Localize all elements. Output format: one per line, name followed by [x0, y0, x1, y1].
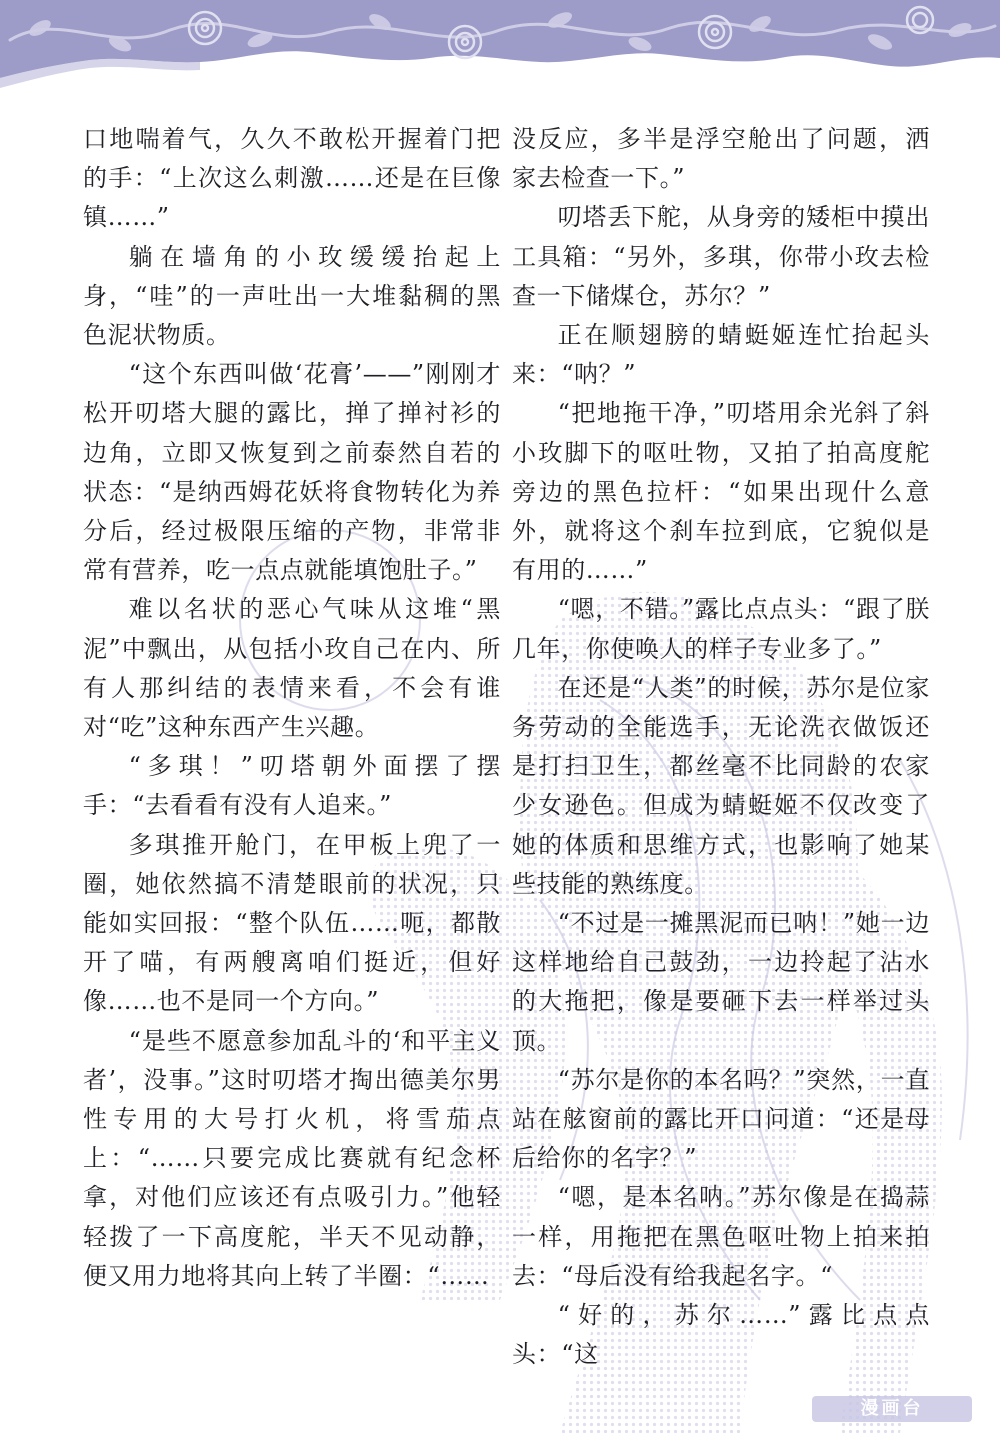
paragraph: 躺在墙角的小玫缓缓抬起上身，“哇”的一声吐出一大堆黏稠的黑色泥状物质。 — [83, 242, 501, 350]
paragraph: “不过是一摊黑泥而已呐！”她一边这样地给自己鼓劲，一边拎起了沾水的大拖把，像是要砸下去一样举过头顶。 — [512, 909, 930, 1055]
paragraph: 正在顺翅膀的蜻蜓姬连忙抬起头来：“呐？” — [512, 321, 930, 389]
watermark-logo — [812, 1396, 972, 1422]
paragraph: “嗯，不错。”露比点点头：“跟了朕几年，你使唤人的样子专业多了。” — [512, 595, 930, 663]
paragraph: 多琪推开舱门，在甲板上兜了一圈，她依然搞不清楚眼前的状况，只能如实回报：“整个队伍……呃，都散开了喵，有两艘离咱们挺近，但好像……也不是同一个方向。” — [83, 830, 501, 1016]
watermark-text: 漫画台 — [860, 1398, 924, 1419]
paragraph: “好的，苏尔……”露比点点头：“这 — [512, 1301, 930, 1369]
paragraph: 口地喘着气，久久不敢松开握着门把的手：“上次这么刺激……还是在巨像镇……” — [83, 125, 501, 232]
paragraph: 难以名状的恶心气味从这堆“黑泥”中飘出，从包括小玫自己在内、所有人那纠结的表情来看，不会有谁对“吃”这种东西产生兴趣。 — [83, 595, 501, 742]
paragraph: “苏尔是你的本名吗？”突然，一直站在舷窗前的露比开口问道：“还是母后给你的名字？” — [512, 1065, 930, 1173]
paragraph: 在还是“人类”的时候，苏尔是位家务劳动的全能选手，无论洗衣做饭还是打扫卫生，都丝毫不比同龄的农家少女逊色。但成为蜻蜓姬不仅改变了她的体质和思维方式，也影响了她某些技能的熟练度。 — [512, 673, 930, 898]
paragraph: 叨塔丢下舵，从身旁的矮柜中摸出工具箱：“另外，多琪，你带小玫去检查一下储煤仓，苏尔？” — [512, 203, 930, 310]
paragraph: “是些不愿意参加乱斗的‘和平主义者’，没事。”这时叨塔才掏出德美尔男性专用的大号打火机，将雪茄点上：“……只要完成比赛就有纪念杯拿，对他们应该还有点吸引力。”他轻轻拨了一下高度舵，半天不见动静，便又用力地将其向上转了半圈：“…… — [83, 1026, 501, 1290]
paragraph: “嗯，是本名呐。”苏尔像是在捣蒜一样，用拖把在黑色呕吐物上拍来拍去：“母后没有给我起名字。“ — [512, 1183, 930, 1290]
right-text-column — [512, 120, 930, 1375]
paragraph: 没反应，多半是浮空舱出了问题，洒家去检查一下。” — [512, 125, 930, 193]
paragraph: “这个东西叫做‘花膏’——”刚刚才松开叨塔大腿的露比，掸了掸衬衫的边角，立即又恢复到之前泰然自若的状态：“是纳西姆花妖将食物转化为养分后，经过极限压缩的产物，非常非常有营养，吃一点点就能填饱肚子。” — [83, 360, 501, 585]
paragraph: “把地拖干净，”叨塔用余光斜了斜小玫脚下的呕吐物，又拍了拍高度舵旁边的黑色拉杆：“如果出现什么意外，就将这个刹车拉到底，它貌似是有用的……” — [512, 399, 930, 585]
paragraph: “多琪！”叨塔朝外面摆了摆手：“去看看有没有人追来。” — [83, 752, 501, 820]
left-text-column — [83, 120, 501, 1296]
